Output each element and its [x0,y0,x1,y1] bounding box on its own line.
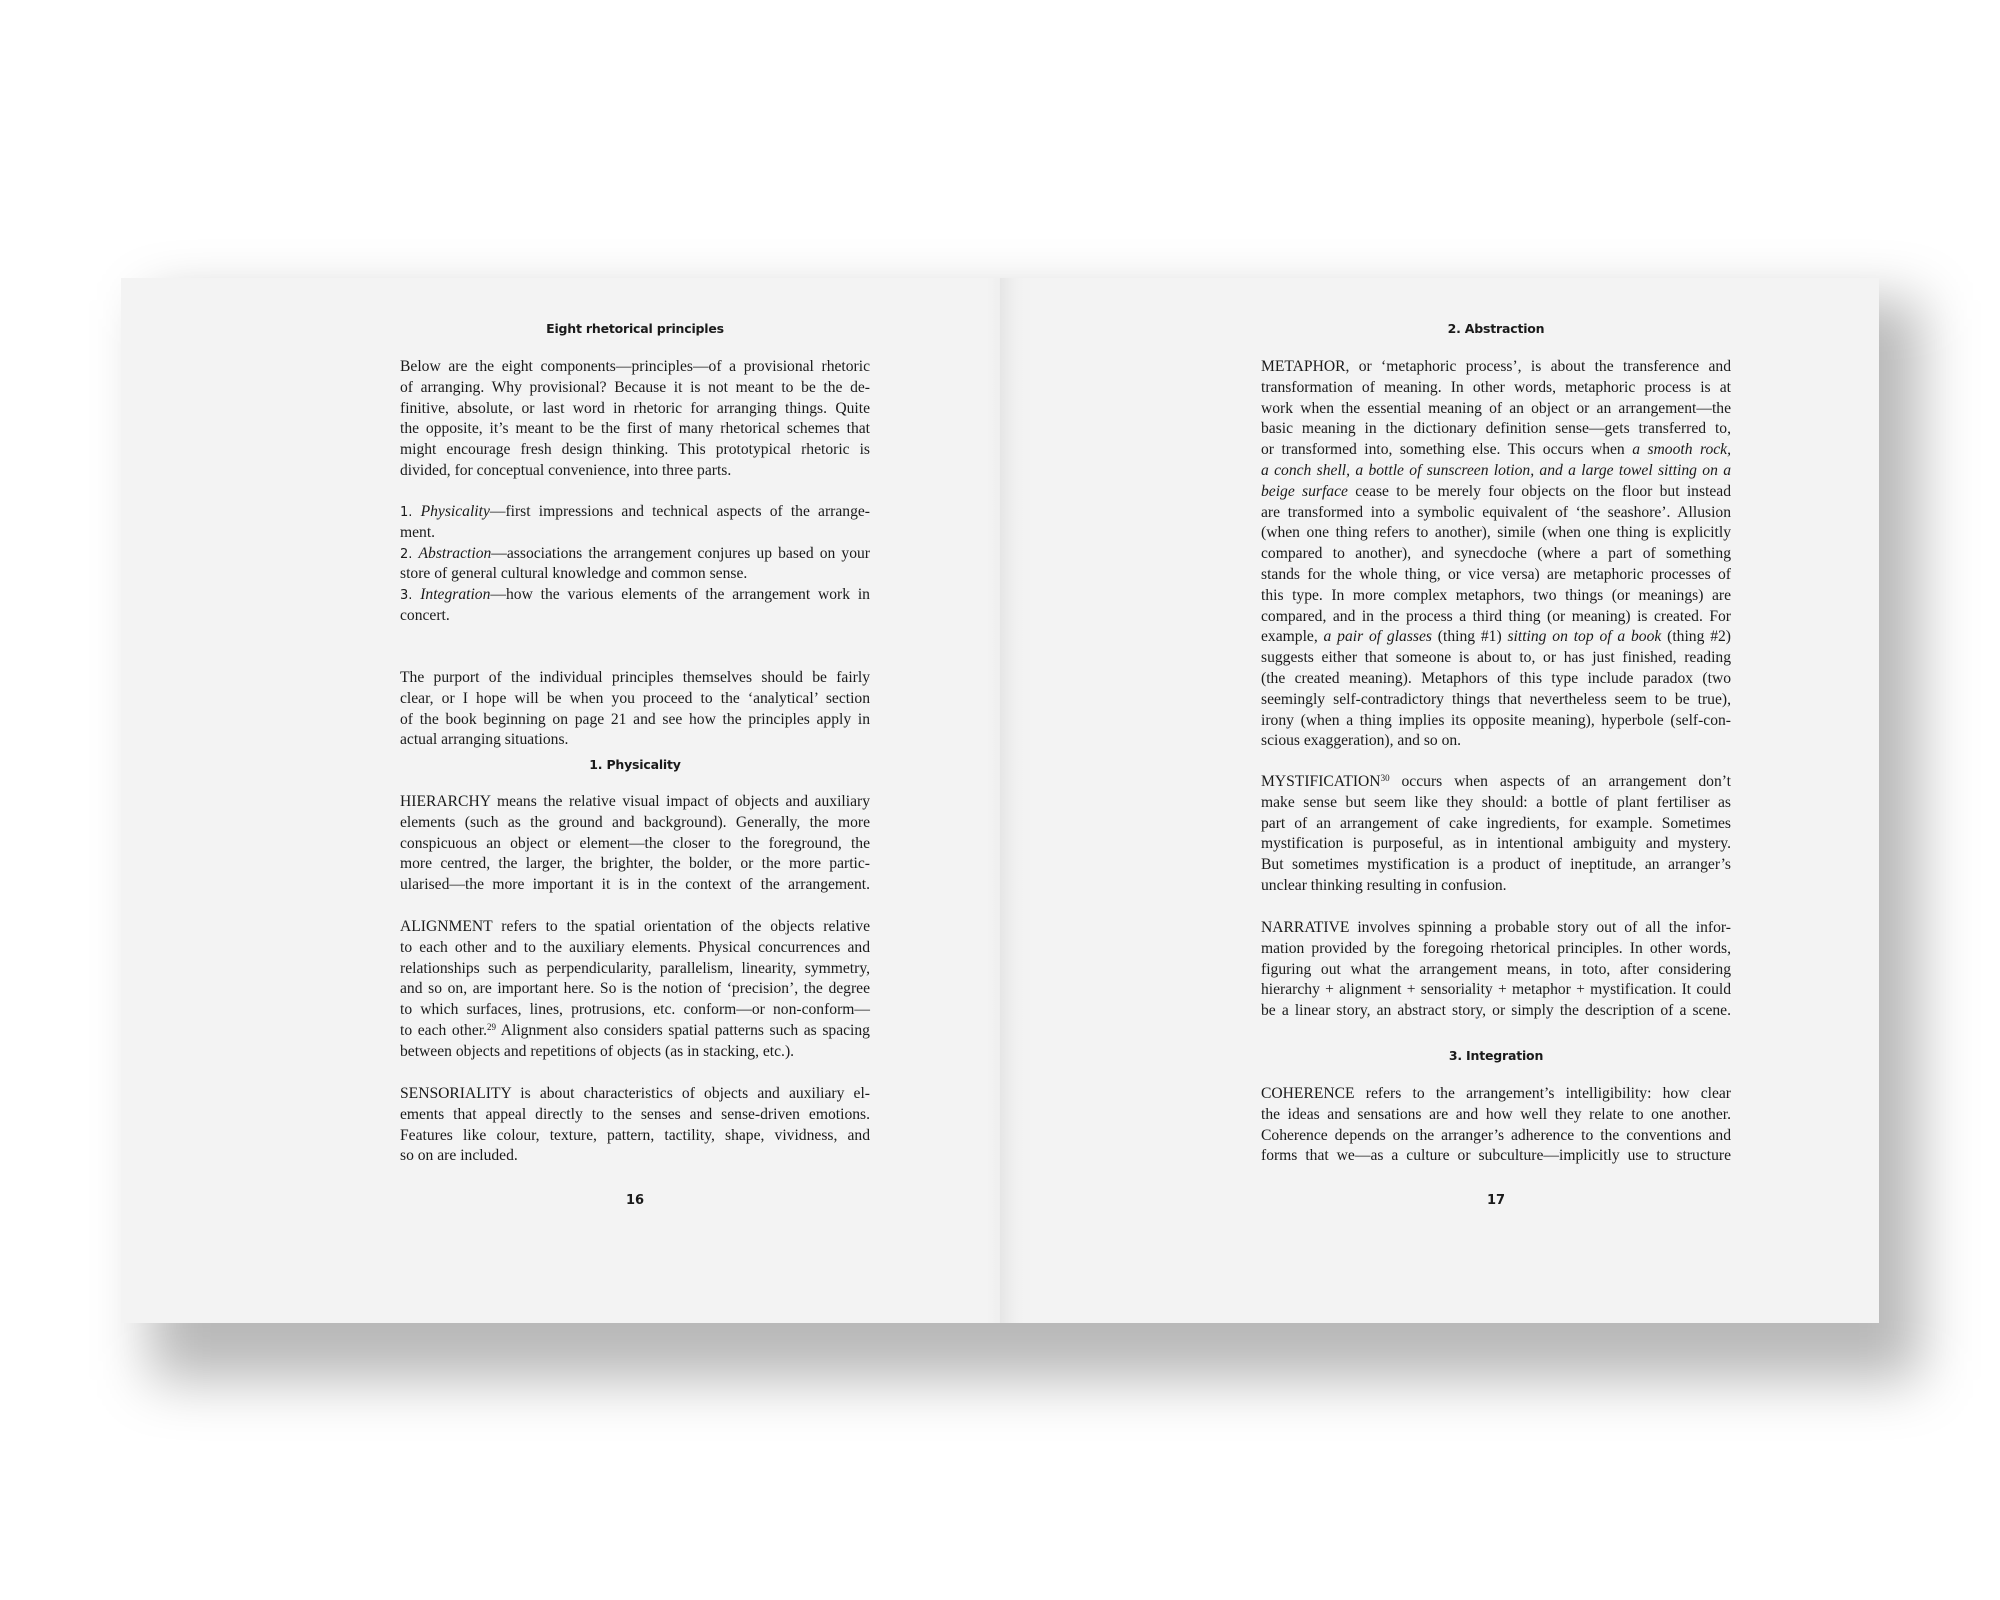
text-line: compared, and in the process a third thing (or meaning) is created. For [1261,607,1731,625]
text-line: basic meaning in the dictionary definition sense—gets transferred to, [1261,420,1731,438]
page-number: 16 [625,1193,645,1208]
text-line: elements (such as the ground and background). Generally, the more [400,813,870,831]
sensoriality-paragraph [400,1084,870,1167]
text-line: forms that we—as a culture or subculture—implicitly use to structure [1261,1147,1731,1165]
section-heading-abstraction: 2. Abstraction [1447,321,1545,336]
text-line: the opposite, it’s meant to be the first of many rhetorical schemes that [400,420,870,438]
hierarchy-paragraph [400,792,870,896]
list-item-physicality [400,502,870,523]
text-line: more centred, the larger, the brighter, the bolder, or the more partic- [400,855,870,873]
text-line: The purport of the individual principles themselves should be fairly [400,669,870,686]
text-line [1261,461,1731,482]
list-text: —associations the arrangement conjures up based on your [491,544,870,562]
text-line: unclear thinking resulting in confusion. [1261,876,1507,894]
text-line: hierarchy + alignment + sensoriality + metaphor + mystification. It could [1261,981,1731,999]
spine-fold-left [987,278,1000,1323]
text-line: of arranging. Why provisional? Because it is not meant to be the de- [400,378,870,396]
italic-example: beige surface [1261,482,1348,500]
text-line: suggests either that someone is about to, or has just finished, reading [1261,649,1731,667]
left-page [121,278,1000,1323]
text-line: this type. In more complex metaphors, two things (or meanings) are [1261,586,1731,604]
text-line: to which surfaces, lines, protrusions, etc. conform—or non-conform— [400,1001,870,1019]
text-line: mation provided by the foregoing rhetorical principles. In other words, [1261,939,1731,957]
text-line: irony (when a thing implies its opposite meaning), hyperbole (self-con- [1261,711,1731,729]
text-line: might encourage fresh design thinking. This prototypical rhetoric is [400,441,870,459]
text-line: COHERENCE refers to the arrangement’s intelligibility: how clear [1261,1085,1731,1102]
text-line: Coherence depends on the arranger’s adherence to the conventions and [1261,1126,1731,1144]
metaphor-paragraph [1261,357,1731,752]
alignment-paragraph [400,917,870,1063]
text-line: the ideas and sensations are and how well they relate to one another. [1261,1105,1731,1123]
purport-paragraph [400,668,870,751]
text-line: ALIGNMENT refers to the spatial orientation of the objects relative [400,918,870,935]
italic-example: a smooth rock, [1632,441,1731,459]
text-line: compared to another), and synecdoche (where a part of something [1261,545,1731,563]
footnote-reference[interactable]: 30 [1380,773,1390,783]
text-line: between objects and repetitions of objects (as in stacking, etc.). [400,1042,795,1060]
text-line: part of an arrangement of cake ingredients, for example. Sometimes [1261,814,1731,832]
text-line [1261,772,1731,793]
list-text-continued: concert. [400,606,450,624]
text-line [400,1021,870,1042]
text-line: finitive, absolute, or last word in rhetoric for arranging things. Quite [400,399,870,417]
list-item-integration [400,585,870,606]
text-line: transformation of meaning. In other words, metaphoric process is at [1261,378,1731,396]
text-line: seemingly self-contradictory things that nevertheless seem to be true), [1261,690,1731,708]
text-fragment: occurs when aspects of an arrangement don’t [1389,773,1731,790]
parts-list [400,502,870,627]
section-heading-integration: 3. Integration [1448,1048,1544,1063]
footnote-reference[interactable]: 29 [486,1021,496,1032]
text-fragment: or transformed into, something else. This occurs when [1261,441,1633,459]
list-term: Integration [420,586,491,604]
text-line: SENSORIALITY is about characteristics of objects and auxiliary el- [400,1085,870,1102]
intro-paragraph [400,357,870,482]
section-heading-physicality: 1. Physicality [589,757,681,772]
text-line: (the created meaning). Metaphors of this type include paradox (two [1261,669,1731,687]
text-line: be a linear story, an abstract story, or simply the description of a scene. [1261,1002,1731,1020]
text-line [1261,482,1731,503]
mystification-paragraph [1261,772,1731,897]
text-line: (when one thing refers to another), simile (when one thing is explicitly [1261,524,1731,542]
text-line: relationships such as perpendicularity, parallelism, linearity, symmetry, [400,959,870,977]
coherence-paragraph [1261,1084,1731,1167]
text-fragment: (thing #1) [1431,628,1508,646]
text-line: mystification is purposeful, as in intentional ambiguity and mystery. [1261,835,1731,853]
text-line: and so on, are important here. So is the notion of ‘precision’, the degree [400,980,870,998]
text-line: are transformed into a symbolic equivalent of ‘the seashore’. Allusion [1261,503,1731,521]
list-term: Abstraction [418,544,492,562]
book-spread [121,278,1879,1323]
list-text: —how the various elements of the arrangement work in [490,586,870,604]
text-line: figuring out what the arrangement means, in toto, after considering [1261,960,1731,978]
text-fragment: to each other. [400,1021,487,1039]
narrative-paragraph [1261,918,1731,1022]
text-fragment: Alignment also considers spatial patterns such as spacing [495,1021,870,1039]
text-line: Below are the eight components—principles—of a provisional rhetoric [400,358,870,375]
text-line: divided, for conceptual convenience, into three parts. [400,461,732,479]
text-line: of the book beginning on page 21 and see how the principles apply in [400,710,870,728]
list-text: —first impressions and technical aspects of the arrange- [489,503,870,520]
list-item-abstraction [400,544,870,565]
text-line: But sometimes mystification is a product of ineptitude, an arranger’s [1261,856,1731,874]
list-text-continued: ment. [400,523,436,541]
text-line: to each other and to the auxiliary elements. Physical concurrences and [400,938,870,956]
text-line: conspicuous an object or element—the closer to the foreground, the [400,834,870,852]
list-number: 2. [400,546,413,562]
text-line: so on are included. [400,1147,518,1165]
text-line: actual arranging situations. [400,731,569,749]
text-fragment: cease to be merely four objects on the floor but instead [1347,482,1731,500]
text-line: stands for the whole thing, or vice versa) are metaphoric processes of [1261,565,1731,583]
text-fragment: MYSTIFICATION [1261,773,1381,790]
text-line: METAPHOR, or ‘metaphoric process’, is about the transference and [1261,358,1731,375]
italic-example: a conch shell, a bottle of sunscreen lotion, and a large towel sitting on a [1261,461,1731,479]
list-number: 3. [400,588,413,604]
text-fragment: (thing #2) [1661,628,1731,646]
text-line: clear, or I hope will be when you proceed to the ‘analytical’ section [400,689,870,707]
right-page [1000,278,1879,1323]
text-line: work when the essential meaning of an object or an arrangement—the [1261,399,1731,417]
italic-example: a pair of glasses [1323,628,1432,646]
list-text-continued: store of general cultural knowledge and common sense. [400,565,748,583]
text-line: make sense but seem like they should: a bottle of plant fertiliser as [1261,793,1731,811]
list-term: Physicality [420,503,490,520]
text-line: Features like colour, texture, pattern, tactility, shape, vividness, and [400,1126,870,1144]
text-line [1261,627,1731,648]
list-number: 1. [400,505,413,520]
page-number: 17 [1486,1193,1506,1208]
page-heading: Eight rhetorical principles [546,321,724,336]
italic-example: sitting on top of a book [1507,628,1662,646]
text-line: HIERARCHY means the relative visual impact of objects and auxiliary [400,793,870,810]
text-line [1261,440,1731,461]
text-line: NARRATIVE involves spinning a probable story out of all the infor- [1261,919,1731,936]
text-fragment: example, [1261,628,1324,646]
text-line: ularised—the more important it is in the context of the arrangement. [400,876,870,894]
text-line: ements that appeal directly to the senses and sense-driven emotions. [400,1105,870,1123]
text-line: scious exaggeration), and so on. [1261,732,1462,750]
